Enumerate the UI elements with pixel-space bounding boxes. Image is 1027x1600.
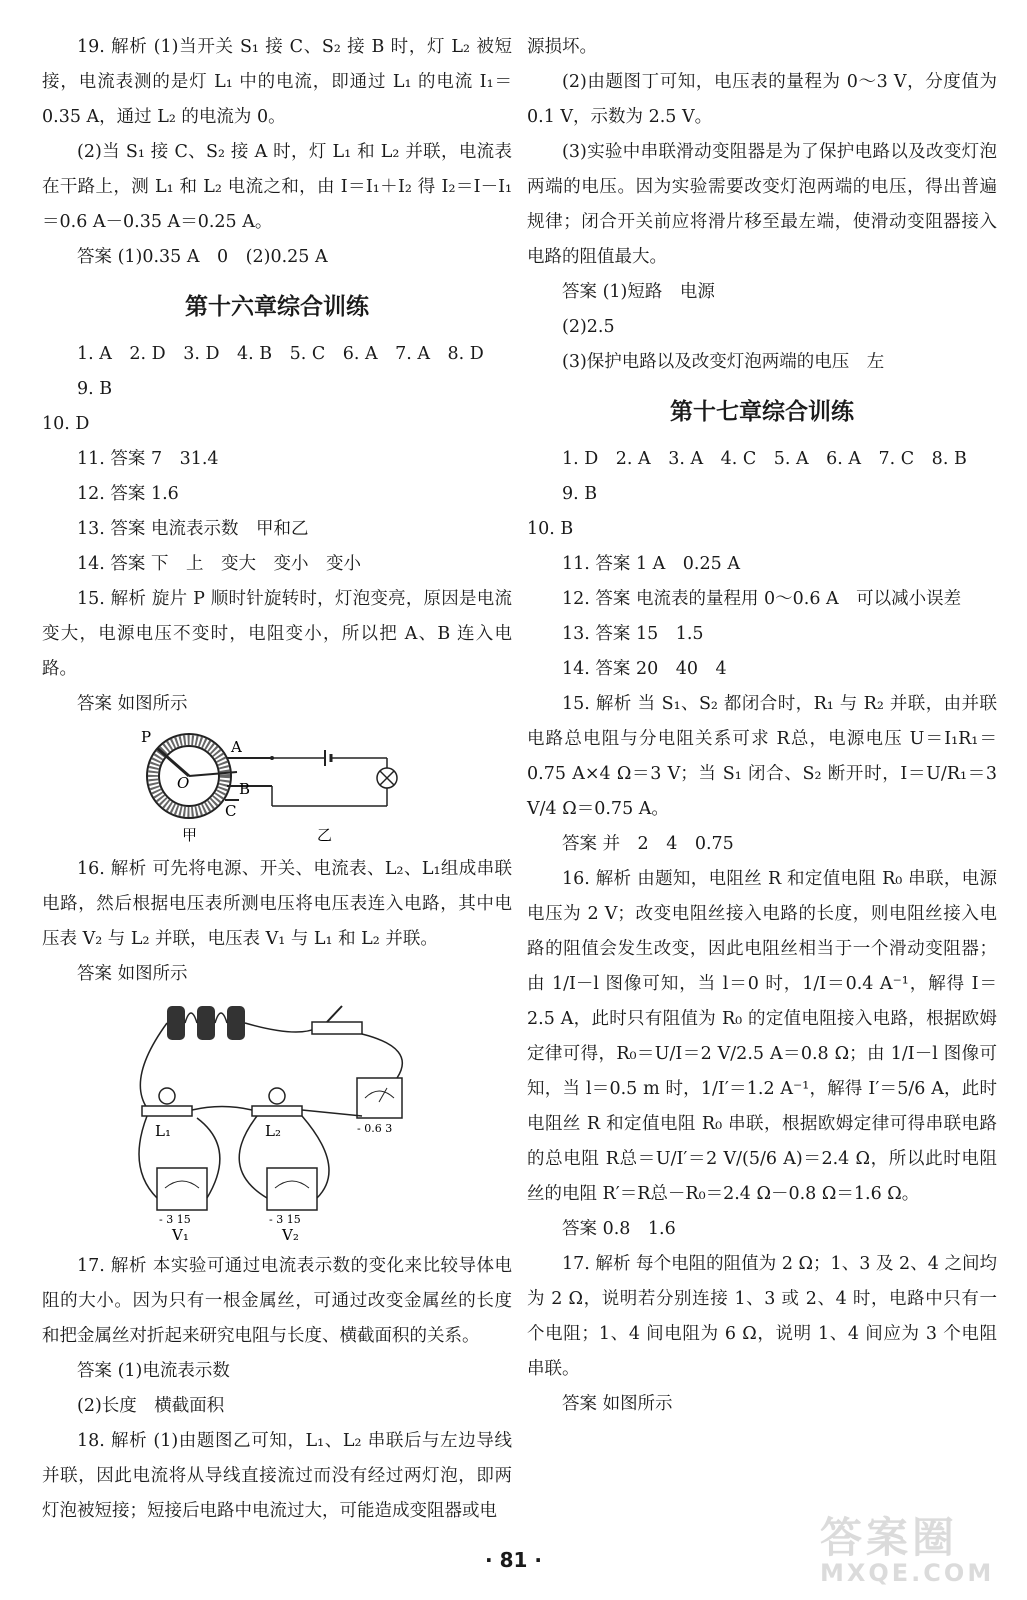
q18-answer-1: 答案 (1)短路 电源 <box>562 282 715 302</box>
q13-answer-17: 13. 答案 15 1.5 <box>562 624 704 644</box>
right-column <box>527 30 997 1422</box>
q15-analysis: 15. 解析 旋片 P 顺时针旋转时，灯泡变亮，原因是电流变大，电源电压不变时，电阻变小，所以把 A、B 连入电路。 <box>42 589 512 679</box>
lamp-base-icon <box>252 1106 302 1116</box>
q18-analysis-3: (3)实验中串联滑动变阻器是为了保护电路以及改变灯泡两端的电压。因为实验需要改变灯泡两端的电压，得出普遍规律；闭合开关前应将滑片移至最左端，使滑动变阻器接入电路的阻值最大。 <box>527 142 997 267</box>
q11-answer-17: 11. 答案 1 A 0.25 A <box>562 554 740 574</box>
wire <box>215 1013 227 1023</box>
q16-analysis-17: 16. 解析 由题知，电阻丝 R 和定值电阻 R₀ 串联，电源电压为 2 V；改变电阻丝接入电路的长度，则电阻丝接入电路的阻值会发生改变，因此电阻丝相当于一个滑动变阻器；由 1/I－l 图像可知，当 l＝0 时，1/I＝0.4 A⁻¹，解得 I＝2.5 A，此时只有阻值为 R₀ 的定值电阻接入电路，根据欧姆定律可得，R₀＝U/I＝2 V/2.5 A＝0.8 Ω；由 1/I－l 图像可知，当 l＝0.5 m 时，1/I′＝1.2 A⁻¹，解得 I′＝5/6 A，此时电阻丝 R 和定值电阻 R₀ 串联，根据欧姆定律可得串联电路的总电阻 R总＝U/I′＝2 V/(5/6 A)＝2.4 Ω，所以此时电阻丝的电阻 R′＝R总－R₀＝2.4 Ω－0.8 Ω＝1.6 Ω。 <box>527 869 997 1204</box>
q16-analysis: 16. 解析 可先将电源、开关、电流表、L₂、L₁组成串联电路，然后根据电压表所测电压将电压表连入电路，其中电压表 V₂ 与 L₂ 并联，电压表 V₁ 与 L₁ 和 L₂ 并联。 <box>42 859 512 949</box>
label-b: B <box>239 780 251 798</box>
label-ammeter-scale: - 0.6 3 <box>357 1122 393 1135</box>
label-c: C <box>225 802 237 820</box>
q11-answer: 11. 答案 7 31.4 <box>77 449 219 469</box>
q15-answer: 答案 如图所示 <box>77 694 188 714</box>
q14-answer: 14. 答案 下 上 变大 变小 变小 <box>77 554 361 574</box>
q17-answer-17: 答案 如图所示 <box>562 1394 673 1414</box>
q17-answer-1: 答案 (1)电流表示数 <box>77 1361 230 1381</box>
page-number: · 81 · <box>485 1548 542 1572</box>
voltmeter-v1-icon <box>157 1168 207 1210</box>
physical-circuit-figure <box>117 998 437 1243</box>
q15-answer-17: 答案 并 2 4 0.75 <box>562 834 734 854</box>
switch-lever <box>327 1006 342 1022</box>
wire <box>245 1023 317 1032</box>
mc-answers-17-line2: 10. B <box>527 519 574 539</box>
mc-answers-17-line1: 1. D 2. A 3. A 4. C 5. A 6. A 7. C 8. B 9. B <box>562 449 985 504</box>
chapter17-title: 第十七章综合训练 <box>670 399 854 425</box>
q16-answer: 答案 如图所示 <box>77 964 188 984</box>
q19-analysis-2: (2)当 S₁ 接 C、S₂ 接 A 时，灯 L₁ 和 L₂ 并联，电流表在干路上，测 L₁ 和 L₂ 电流之和，由 I＝I₁＋I₂ 得 I₂＝I－I₁＝0.6 A－0.35 A＝0.25 A。 <box>42 142 512 232</box>
q17-analysis-17: 17. 解析 每个电阻的阻值为 2 Ω；1、3 及 2、4 之间均为 2 Ω，说明若分别连接 1、3 或 2、4 时，电路中只有一个电阻；1、4 间电阻为 6 Ω，说明 1、4 间应为 3 个电阻串联。 <box>527 1254 997 1379</box>
q18-answer-3: (3)保护电路以及改变灯泡两端的电压 左 <box>562 352 885 372</box>
wire <box>302 1110 362 1116</box>
lamp-l1-icon <box>159 1088 175 1104</box>
q19-answer: 答案 (1)0.35 A 0 (2)0.25 A <box>77 247 328 267</box>
lamp-base-icon <box>142 1106 192 1116</box>
q16-answer-17: 答案 0.8 1.6 <box>562 1219 676 1239</box>
q15-analysis-17: 15. 解析 当 S₁、S₂ 都闭合时，R₁ 与 R₂ 并联，由并联电路总电阻与分电阻关系可求 R总，电源电压 U＝I₁R₁＝0.75 A×4 Ω＝3 V；当 S₁ 闭合、S₂ 断开时，I＝U/R₁＝3 V/4 Ω＝0.75 A。 <box>527 694 997 819</box>
lamp-l2-icon <box>269 1088 285 1104</box>
label-yi: 乙 <box>317 826 333 844</box>
q17-answer-2: (2)长度 横截面积 <box>77 1396 225 1416</box>
watermark-logo <box>820 1505 1020 1595</box>
label-a: A <box>231 738 242 756</box>
q12-answer-17: 12. 答案 电流表的量程用 0～0.6 A 可以减小误差 <box>562 589 962 609</box>
q14-answer-17: 14. 答案 20 40 4 <box>562 659 727 679</box>
label-v2-scale: - 3 15 <box>269 1213 301 1226</box>
label-v2: V₂ <box>282 1226 299 1243</box>
watermark-text-2: MXQE.COM <box>820 1559 995 1587</box>
switch-icon <box>312 1022 362 1034</box>
wire <box>362 1034 402 1078</box>
voltmeter-v2-icon <box>267 1168 317 1210</box>
rheostat-circuit-figure <box>127 728 427 846</box>
ammeter-icon <box>357 1078 402 1118</box>
battery-cell-icon <box>197 1006 215 1040</box>
battery-cell-icon <box>227 1006 245 1040</box>
label-o: O <box>177 774 190 792</box>
wire <box>185 1013 197 1023</box>
watermark-text-1: 答案圈 <box>820 1513 959 1562</box>
label-l2: L₂ <box>265 1122 281 1140</box>
label-jia: 甲 <box>182 826 198 844</box>
q17-analysis: 17. 解析 本实验可通过电流表示数的变化来比较导体电阻的大小。因为只有一根金属丝，可通过改变金属丝的长度和把金属丝对折起来研究电阻与长度、横截面积的关系。 <box>42 1256 512 1346</box>
q18-answer-2: (2)2.5 <box>562 317 615 337</box>
mc-answers-16-line1: 1. A 2. D 3. D 4. B 5. C 6. A 7. A 8. D 9. B <box>77 344 502 399</box>
wire <box>192 1107 252 1111</box>
q19-analysis-1: 19. 解析 (1)当开关 S₁ 接 C、S₂ 接 B 时，灯 L₂ 被短接，电流表测的是灯 L₁ 中的电流，即通过 L₁ 的电流 I₁＝0.35 A，通过 L₂ 的电流为 0。 <box>42 37 512 127</box>
battery-cell-icon <box>167 1006 185 1040</box>
label-p: P <box>141 728 152 746</box>
label-l1: L₁ <box>155 1122 171 1140</box>
mc-answers-16-line2: 10. D <box>42 414 90 434</box>
q12-answer: 12. 答案 1.6 <box>77 484 179 504</box>
junction-dot <box>270 756 274 760</box>
label-v1: V₁ <box>172 1226 189 1243</box>
q18-analysis: 18. 解析 (1)由题图乙可知，L₁、L₂ 串联后与左边导线并联，因此电流将从导线直接流过而没有经过两灯泡，即两灯泡被短接；短接后电路中电流过大，可能造成变阻器或电 <box>42 1431 512 1521</box>
q18-analysis-cont: 源损坏。 <box>527 37 597 57</box>
left-column <box>42 30 512 1529</box>
q18-analysis-2: (2)由题图丁可知，电压表的量程为 0～3 V，分度值为 0.1 V，示数为 2.5 V。 <box>527 72 997 127</box>
chapter16-title: 第十六章综合训练 <box>185 294 369 320</box>
label-v1-scale: - 3 15 <box>159 1213 191 1226</box>
q13-answer: 13. 答案 电流表示数 甲和乙 <box>77 519 309 539</box>
wire <box>239 1116 267 1198</box>
